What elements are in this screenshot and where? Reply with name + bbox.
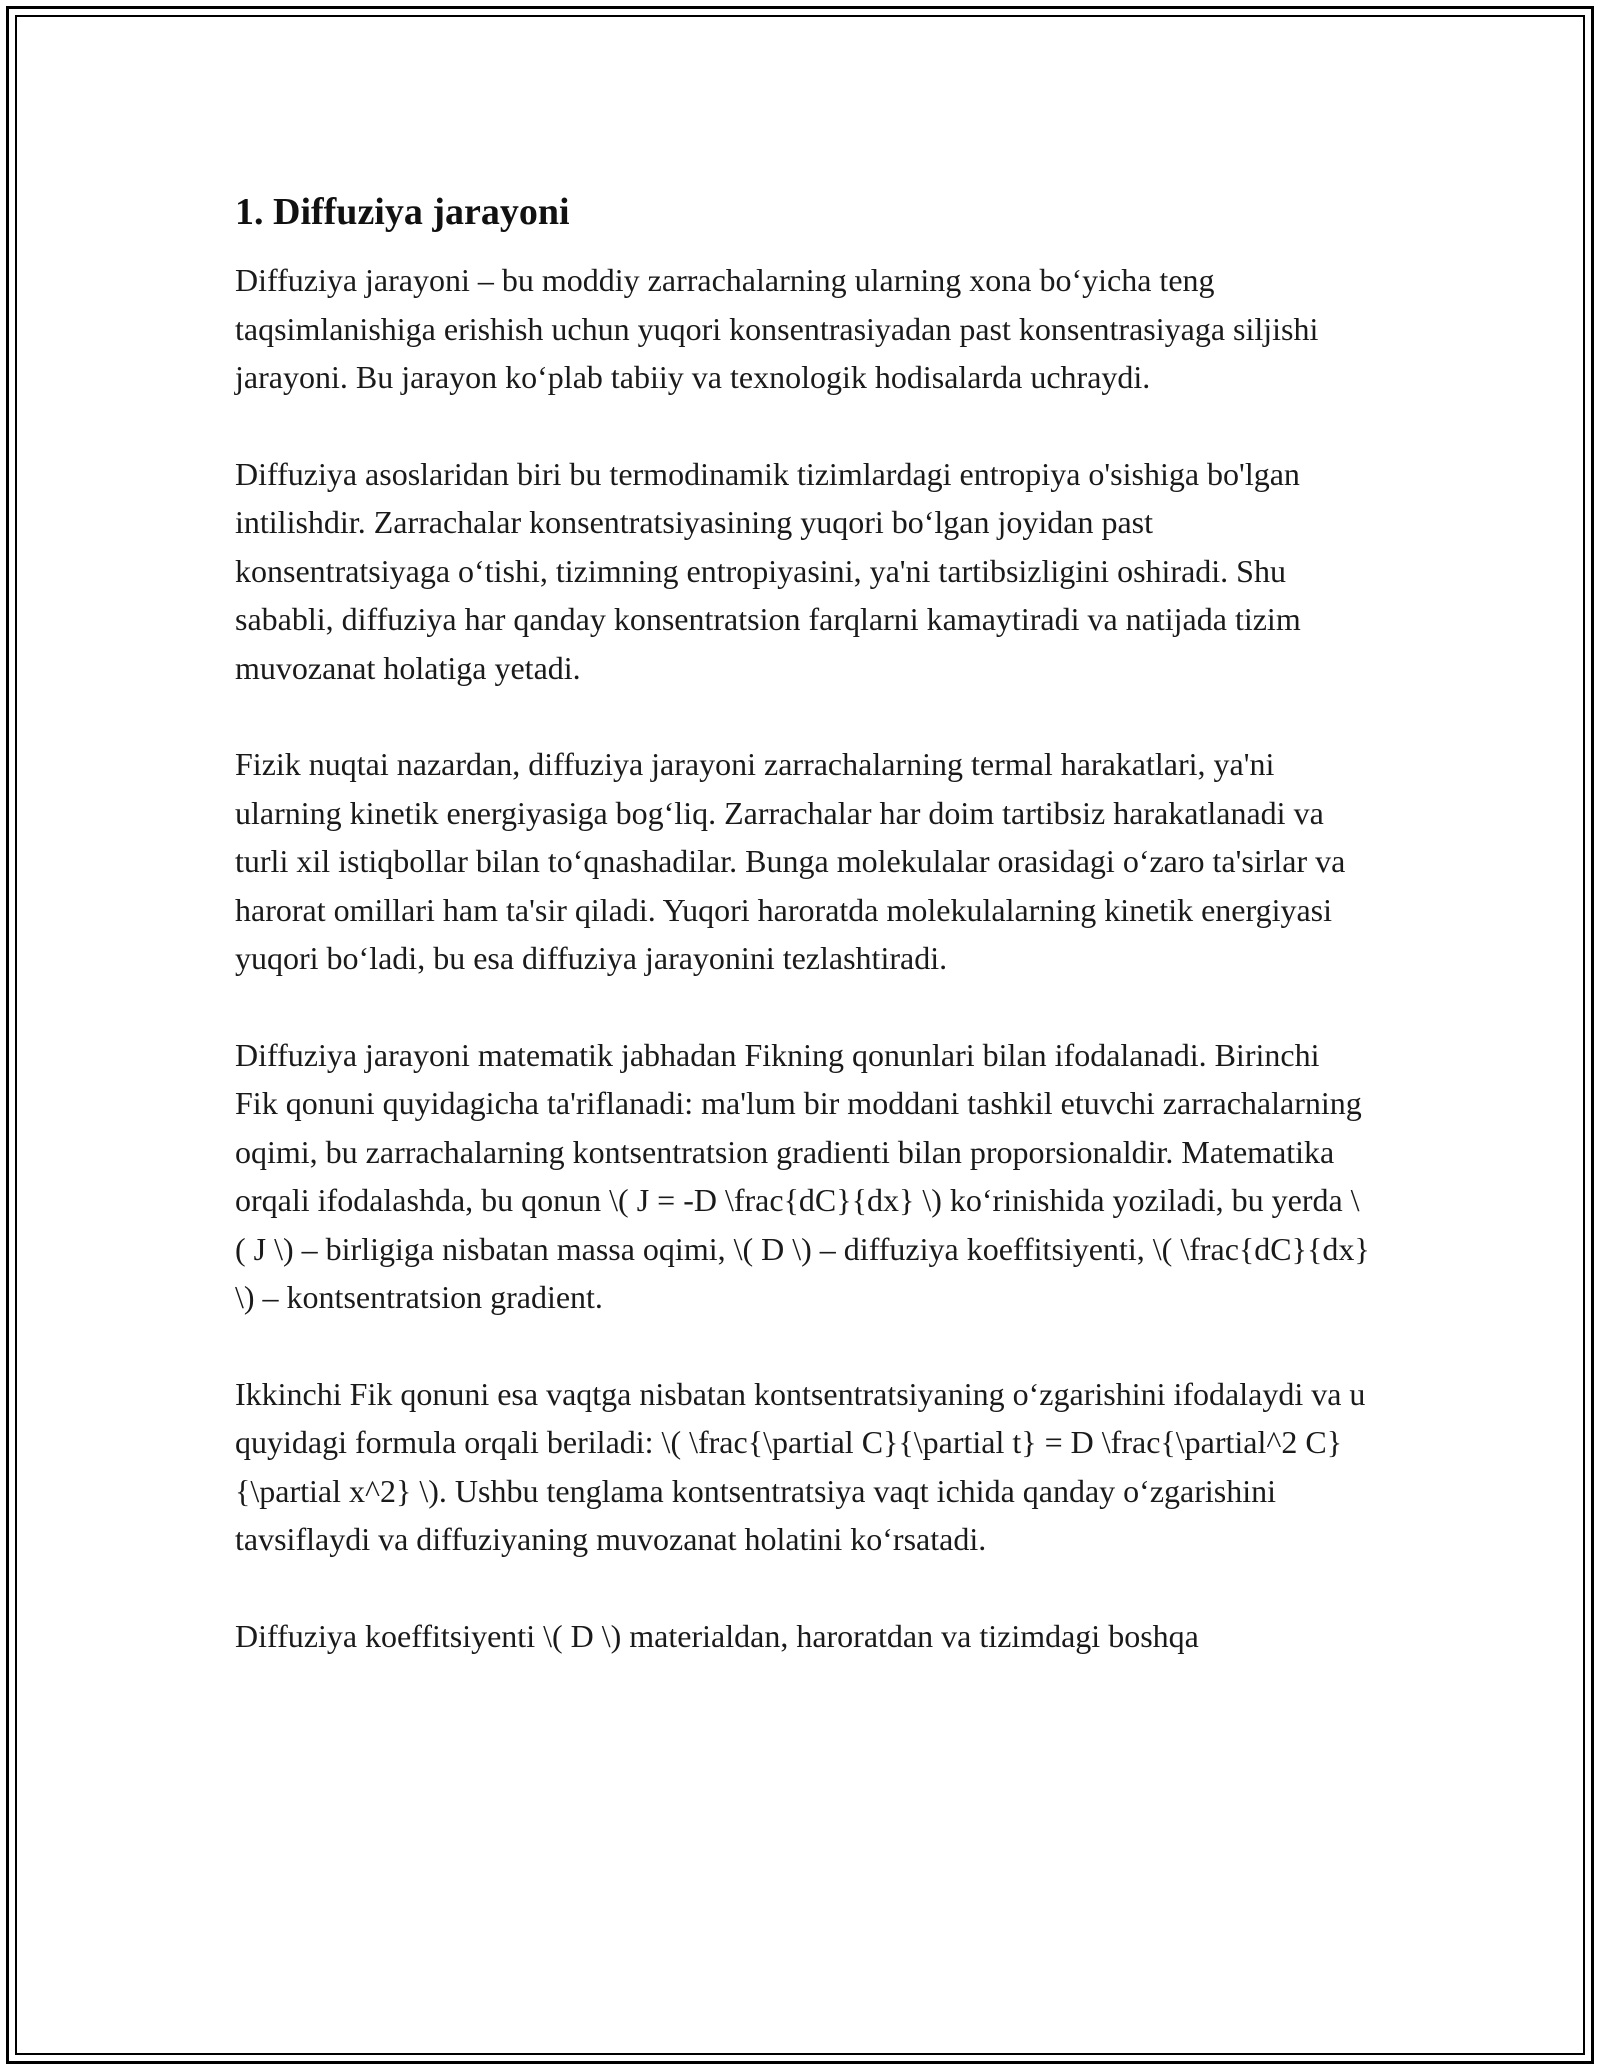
paragraph-physics: Fizik nuqtai nazardan, diffuziya jarayoni zarrachalarning termal harakatlari, ya'ni ularning kinetik energiyasiga bog‘liq. Zarrachalar har doim tartibsiz harakatlanadi va turli xil istiqbollar bilan to‘qnashadilar. Bunga molekulalar orasidagi o‘zaro ta'sirlar va harorat omillari ham ta'sir qiladi. Yuqori haroratda molekulalarning kinetik energiyasi yuqori bo‘ladi, bu esa diffuziya jarayonini tezlashtiradi. xyxy=(235,746,1346,976)
paragraph-coefficient: Diffuziya koeffitsiyenti \( D \) materialdan, haroratdan va tizimdagi boshqa xyxy=(235,1617,1199,1654)
paragraph-entropy: Diffuziya asoslaridan biri bu termodinamik tizimlardagi entropiya o'sishiga bo'lgan intilishdir. Zarrachalar konsentratsiyasining yuqori bo‘lgan joyidan past konsentratsiyaga o‘tishi, tizimning entropiyasini, ya'ni tartibsizligini oshiradi. Shu sababli, diffuziya har qanday konsentratsion farqlarni kamaytiradi va natijada tizim muvozanat holatiga yetadi. xyxy=(235,455,1301,686)
paragraph-second-fick-law: Ikkinchi Fik qonuni esa vaqtga nisbatan kontsentratsiyaning o‘zgarishini ifodalaydi va u quyidagi formula orqali beriladi: \( \frac{\partial C}{\partial t} = D \frac{\partial^2 C}{\partial x^2} \). Ushbu tenglama kontsentratsiya vaqt ichida qanday o‘zgarishini tavsiflaydi va diffuziyaning muvozanat holatini ko‘rsatadi. xyxy=(235,1375,1366,1557)
paragraph-definition: Diffuziya jarayoni – bu moddiy zarrachalarning ularning xona bo‘yicha teng taqsimlanishiga erishish uchun yuqori konsentrasiyadan past konsentrasiyaga siljishi jarayoni. Bu jarayon ko‘plab tabiiy va texnologik hodisalarda uchraydi. xyxy=(235,262,1319,395)
paragraph-first-fick-law: Diffuziya jarayoni matematik jabhadan Fikning qonunlari bilan ifodalanadi. Birinchi Fik qonuni quyidagicha ta'riflanadi: ma'lum bir moddani tashkil etuvchi zarrachalarning oqimi, bu zarrachalarning kontsentratsion gradienti bilan proporsionaldir. Matematika orqali ifodalashda, bu qonun \( J = -D \frac{dC}{dx} \) ko‘rinishida yoziladi, bu yerda \( J \) – birligiga nisbatan massa oqimi, \( D \) – diffuziya koeffitsiyenti, \( \frac{dC}{dx} \) – kontsentratsion gradient. xyxy=(235,1036,1370,1315)
section-heading: 1. Diffuziya jarayoni xyxy=(235,191,570,233)
document-body xyxy=(235,190,1370,1708)
